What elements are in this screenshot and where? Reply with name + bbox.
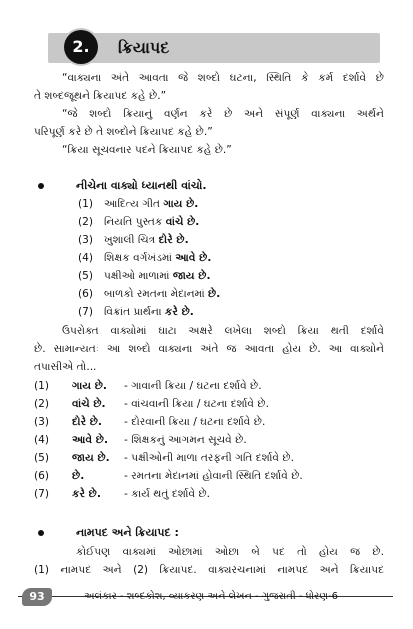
explanation-line-1: ઉપરોક્ત વાક્યોમાં ઘાટા અક્ષરે લખેલા શબ્દો ક્રિયા થતી દર્શાવે	[62, 325, 384, 337]
analysis-meaning: - વાંચવાની ક્રિયા / ઘટના દર્શાવે છે.	[124, 398, 269, 410]
intro-line-3: “જે શબ્દો ક્રિયાનું વર્ણન કરે છે અને સંપૂર્ણ વાક્યના અર્થને	[62, 108, 384, 120]
chapter-title: ક્રિયાપદ	[118, 38, 170, 57]
analysis-verb: જાય છે.	[72, 452, 110, 464]
intro-line-2: તે શબ્દજૂથને ક્રિયાપદ કહે છે.”	[34, 90, 167, 102]
sentence-item: આદિત્ય ગીત ગાય છે.	[104, 198, 199, 210]
sentence-number: (5)	[78, 270, 94, 282]
analysis-verb: દોરે છે.	[72, 416, 102, 428]
analysis-verb: કરે છે.	[72, 488, 101, 500]
sentence-item: શિક્ષક વર્ગખંડમાં આવે છે.	[104, 252, 212, 264]
analysis-number: (2)	[34, 398, 50, 410]
explanation-line-3: તપાસીએ તો...	[34, 361, 97, 373]
bullet-icon	[38, 183, 44, 189]
analysis-verb: વાંચે છે.	[72, 398, 106, 410]
sentence-item: પક્ષીઓ માળામાં જાય છે.	[104, 270, 211, 282]
analysis-meaning: - કાર્ય થતું દર્શાવે છે.	[124, 488, 211, 500]
analysis-number: (6)	[34, 470, 50, 482]
intro-line-4: પરિપૂર્ણ કરે છે તે શબ્દોને ક્રિયાપદ કહે છે.”	[34, 126, 213, 138]
sentence-item: બાળકો રમતના મેદાનમાં છે.	[104, 288, 221, 300]
analysis-number: (1)	[34, 380, 50, 392]
analysis-meaning: - રમતના મેદાનમાં હોવાની સ્થિતિ દર્શાવે છે.	[124, 470, 303, 482]
sentence-item: વિક્રાંત પ્રાર્થના કરે છે.	[104, 306, 194, 318]
bullet-icon	[38, 530, 44, 536]
sentence-item: નિયતિ પુસ્તક વાંચે છે.	[104, 216, 200, 228]
sentence-number: (1)	[78, 198, 94, 210]
explanation-line-2: છે. સામાન્યતઃ આ શબ્દો વાક્યના અંતે જ આવતા હોય છે. આ વાક્યોને	[34, 343, 384, 355]
analysis-verb: ગાય છે.	[72, 380, 107, 392]
intro-line-1: “વાક્યના અંતે આવતા જે શબ્દો ઘટના, સ્થિતિ કે કર્મ દર્શાવે છે	[62, 72, 384, 84]
section2-line-1: કોઈપણ વાક્યમાં ઓછામાં ઓછા બે પદ તો હોય જ છે.	[76, 546, 384, 558]
section1-heading: નીચેના વાક્યો ધ્યાનથી વાંચો.	[76, 179, 207, 192]
analysis-verb: છે.	[72, 470, 85, 482]
analysis-number: (4)	[34, 434, 50, 446]
analysis-meaning: - પક્ષીઓની માળા તરફની ગતિ દર્શાવે છે.	[124, 452, 294, 464]
page-number-badge: 93	[22, 588, 52, 606]
section2-line-2: (1) નામપદ અને (2) ક્રિયાપદ. વાક્યરચનામાં નામપદ અને ક્રિયાપદ	[34, 564, 384, 576]
sentence-verb: દોરે છે.	[158, 234, 189, 246]
sentence-item: ખુશાલી ચિત્ર દોરે છે.	[104, 234, 189, 246]
analysis-meaning: - શિક્ષકનું આગમન સૂચવે છે.	[124, 434, 247, 446]
chapter-number-badge: 2.	[64, 30, 98, 64]
analysis-verb: આવે છે.	[72, 434, 108, 446]
analysis-number: (3)	[34, 416, 50, 428]
section2-heading: નામપદ અને ક્રિયાપદ :	[76, 526, 179, 539]
footer-book-title: અલંકાર - શબ્દકોશ, વ્યાકરણ અને લેખન - ગુજરાતી - ધોરણ-6	[84, 591, 339, 602]
sentence-verb: ગાય છે.	[163, 198, 199, 210]
sentence-number: (7)	[78, 306, 94, 318]
analysis-number: (7)	[34, 488, 50, 500]
sentence-verb: આવે છે.	[175, 252, 212, 264]
analysis-meaning: - દોરવાની ક્રિયા / ઘટના દર્શાવે છે.	[124, 416, 266, 428]
sentence-number: (3)	[78, 234, 94, 246]
intro-line-5: “ક્રિયા સૂચવનાર પદને ક્રિયાપદ કહે છે.”	[62, 144, 232, 156]
analysis-meaning: - ગાવાની ક્રિયા / ઘટના દર્શાવે છે.	[124, 380, 262, 392]
sentence-number: (6)	[78, 288, 94, 300]
sentence-verb: કરે છે.	[164, 306, 194, 318]
sentence-verb: જાય છે.	[172, 270, 211, 282]
analysis-number: (5)	[34, 452, 50, 464]
sentence-number: (2)	[78, 216, 94, 228]
sentence-verb: છે.	[208, 288, 221, 300]
sentence-verb: વાંચે છે.	[165, 216, 200, 228]
sentence-number: (4)	[78, 252, 94, 264]
